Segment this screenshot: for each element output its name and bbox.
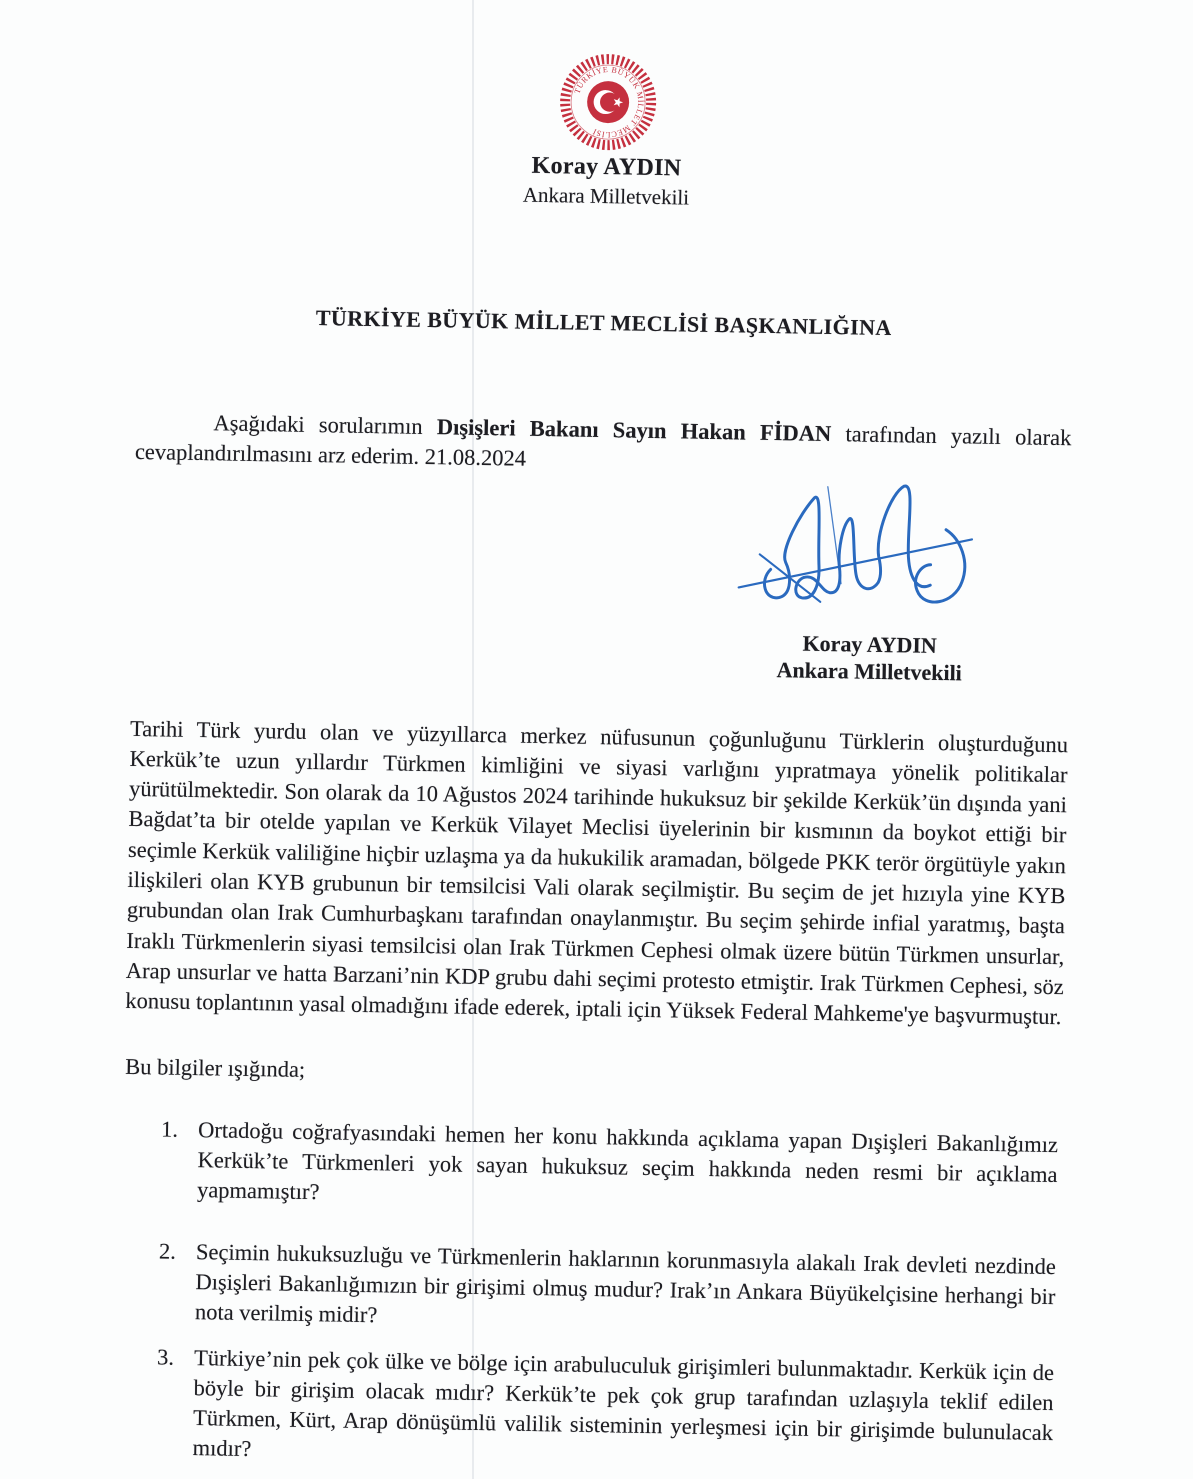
question-number: 2. xyxy=(158,1238,177,1264)
signature-name: Koray AYDIN xyxy=(802,630,938,658)
question-item-2 xyxy=(158,1236,1056,1342)
letterhead-title: Ankara Milletvekili xyxy=(522,182,690,210)
body-paragraph: Tarihi Türk yurdu olan ve yüzyıllarca merkez nüfusunun çoğunluğunu Türklerin oluşturduğunu Kerkük’te uzun yıllardır Türkmen kimliğini ve siyasi varlığını yıpratmaya yönelik politikalar yürütülmektedir. Son olarak da 10 Ağustos 2024 tarihinde hukuksuz bir şekilde Kerkük’ün dışında yani Bağdat’ta bir otelde yapılan ve Kerkük Vilayet Meclisi üyelerinin bir kısmının da boykot ettiği bir seçimle Kerkük valiliğine hiçbir uzlaşma ya da hukukilik aramadan, bölgede PKK terör örgütüyle yakın ilişkileri olan KYB grubunun bir temsilcisi Vali olarak seçilmiştir. Bu seçim de jet hızıyla yine KYB grubundan olan Irak Cumhurbaşkanı tarafından onaylanmıştır. Bu seçim şehirde infial yaratmış, başta Iraklı Türkmenlerin siyasi temsilcisi olan Irak Türkmen Cephesi olmak üzere bütün Türkmen unsurlar, Arap unsurlar ve hatta Barzani’nin KDP grubu dahi seçimi protesto etmiştir. Irak Türkmen Cephesi, söz konusu toplantının yasal olmadığını ifade ederek, iptali için Yüksek Federal Mahkeme'ye başvurmuştur. xyxy=(125,715,1069,1030)
question-item-1 xyxy=(160,1114,1058,1220)
request-suffix: tarafından yazılı olarak cevaplandırılmasını arz ederim. 21.08.2024 xyxy=(134,420,1072,471)
letterhead-name: Koray AYDIN xyxy=(531,152,682,182)
signature-title: Ankara Milletvekili xyxy=(776,657,963,686)
signature-block xyxy=(709,468,1033,688)
question-text: Seçimin hukuksuzluğu ve Türkmenlerin haklarının korunmasıyla alakalı Irak devleti nezdinde Dışişleri Bakanlığımızın bir girişimi olmuş mudur? Irak’ın Ankara Büyükelçisine herhangi bir nota verilmiş midir? xyxy=(194,1239,1057,1328)
question-item-3 xyxy=(155,1342,1054,1478)
question-text: Ortadoğu coğrafyasındaki hemen her konu hakkında açıklama yapan Dışişleri Bakanlığımız Kerkük’te Türkmenleri yok sayan hukuksuz seçim hakkında neden resmi bir açıklama yapmamıştır? xyxy=(196,1117,1059,1205)
question-number: 1. xyxy=(160,1116,179,1142)
request-prefix: Aşağıdaki sorularımın xyxy=(213,409,438,439)
tbmm-seal-icon xyxy=(557,51,659,153)
letterhead xyxy=(9,42,1193,220)
document-heading: TÜRKİYE BÜYÜK MİLLET MECLİSİ BAŞKANLIĞINA xyxy=(315,305,892,341)
request-minister-name: Dışişleri Bakanı Sayın Hakan FİDAN xyxy=(436,413,832,446)
emblem-ring-text: TÜRKİYE BÜYÜK MİLLET MECLİSİ xyxy=(572,64,645,140)
question-text: Türkiye’nin pek çok ülke ve bölge için arabuluculuk girişimleri bulunmaktadır. Kerkük için de böyle bir girişim olacak mıdır? Kerkük’te pek çok grup tarafından uzlaşıyla teklif edilen Türkmen, Kürt, Arap dönüşümlü valilik sisteminin yerleşmesi için bir girişimde bulunulacak mıdır? xyxy=(192,1345,1055,1462)
list-intro: Bu bilgiler ışığında; xyxy=(125,1053,306,1082)
question-number: 3. xyxy=(156,1344,175,1370)
signature-scrawl-icon xyxy=(720,468,1023,631)
